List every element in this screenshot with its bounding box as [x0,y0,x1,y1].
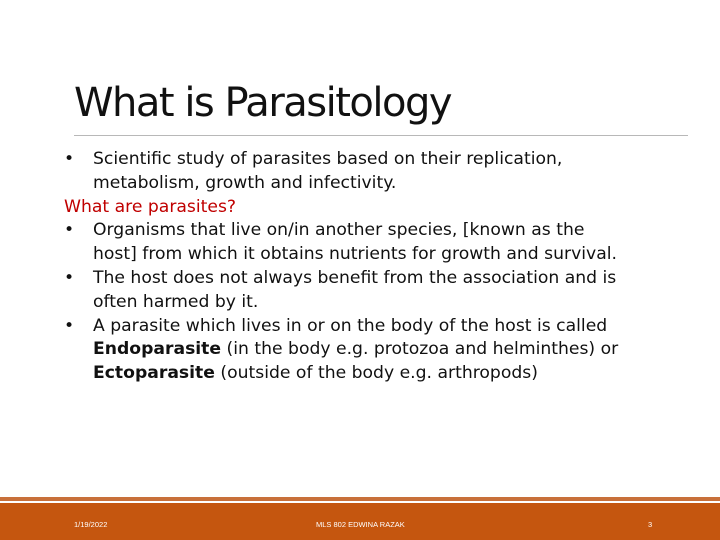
bullet-line: metabolism, growth and infectivity. [93,172,397,193]
bullet-line: Scientific study of parasites based on their replication, [93,149,563,169]
bullet-line: Organisms that live on/in another species, [known as the [93,220,585,241]
title-divider [74,135,688,136]
slide-title: What is Parasitology [74,80,452,126]
bullet-line: A parasite which lives in or on the body of the host is called [93,315,608,336]
footer-date: 1/19/2022 [74,520,108,529]
bullet-line: The host does not always benefit from the association and is [93,267,617,288]
footer-presenter: MLS 802 EDWINA RAZAK [316,520,405,529]
footer-bar [0,503,720,540]
ectoparasite-term: Ectoparasite [93,363,215,384]
bullet-icon: • [64,220,75,241]
bullet-icon: • [64,315,75,336]
slide-body [64,148,662,386]
footer-accent-line [0,497,720,501]
bullet-item-organisms [64,219,662,267]
bullet-line: host] from which it obtains nutrients for growth and survival. [93,244,617,265]
ectoparasite-description: (outside of the body e.g. arthropods) [214,363,538,384]
endoparasite-description: (in the body e.g. protozoa and helminthes) or [221,339,619,360]
endoparasite-term: Endoparasite [93,339,222,360]
bullet-icon: • [64,267,75,288]
bullet-icon: • [64,149,75,169]
subheading: What are parasites? [64,196,237,217]
bullet-item-definition [64,148,662,196]
bullet-item-host [64,267,662,315]
bullet-line: often harmed by it. [93,291,259,312]
page-number: 3 [648,520,653,529]
bullet-line [93,338,662,362]
bullet-line [93,362,662,386]
bullet-item-types [64,315,662,386]
